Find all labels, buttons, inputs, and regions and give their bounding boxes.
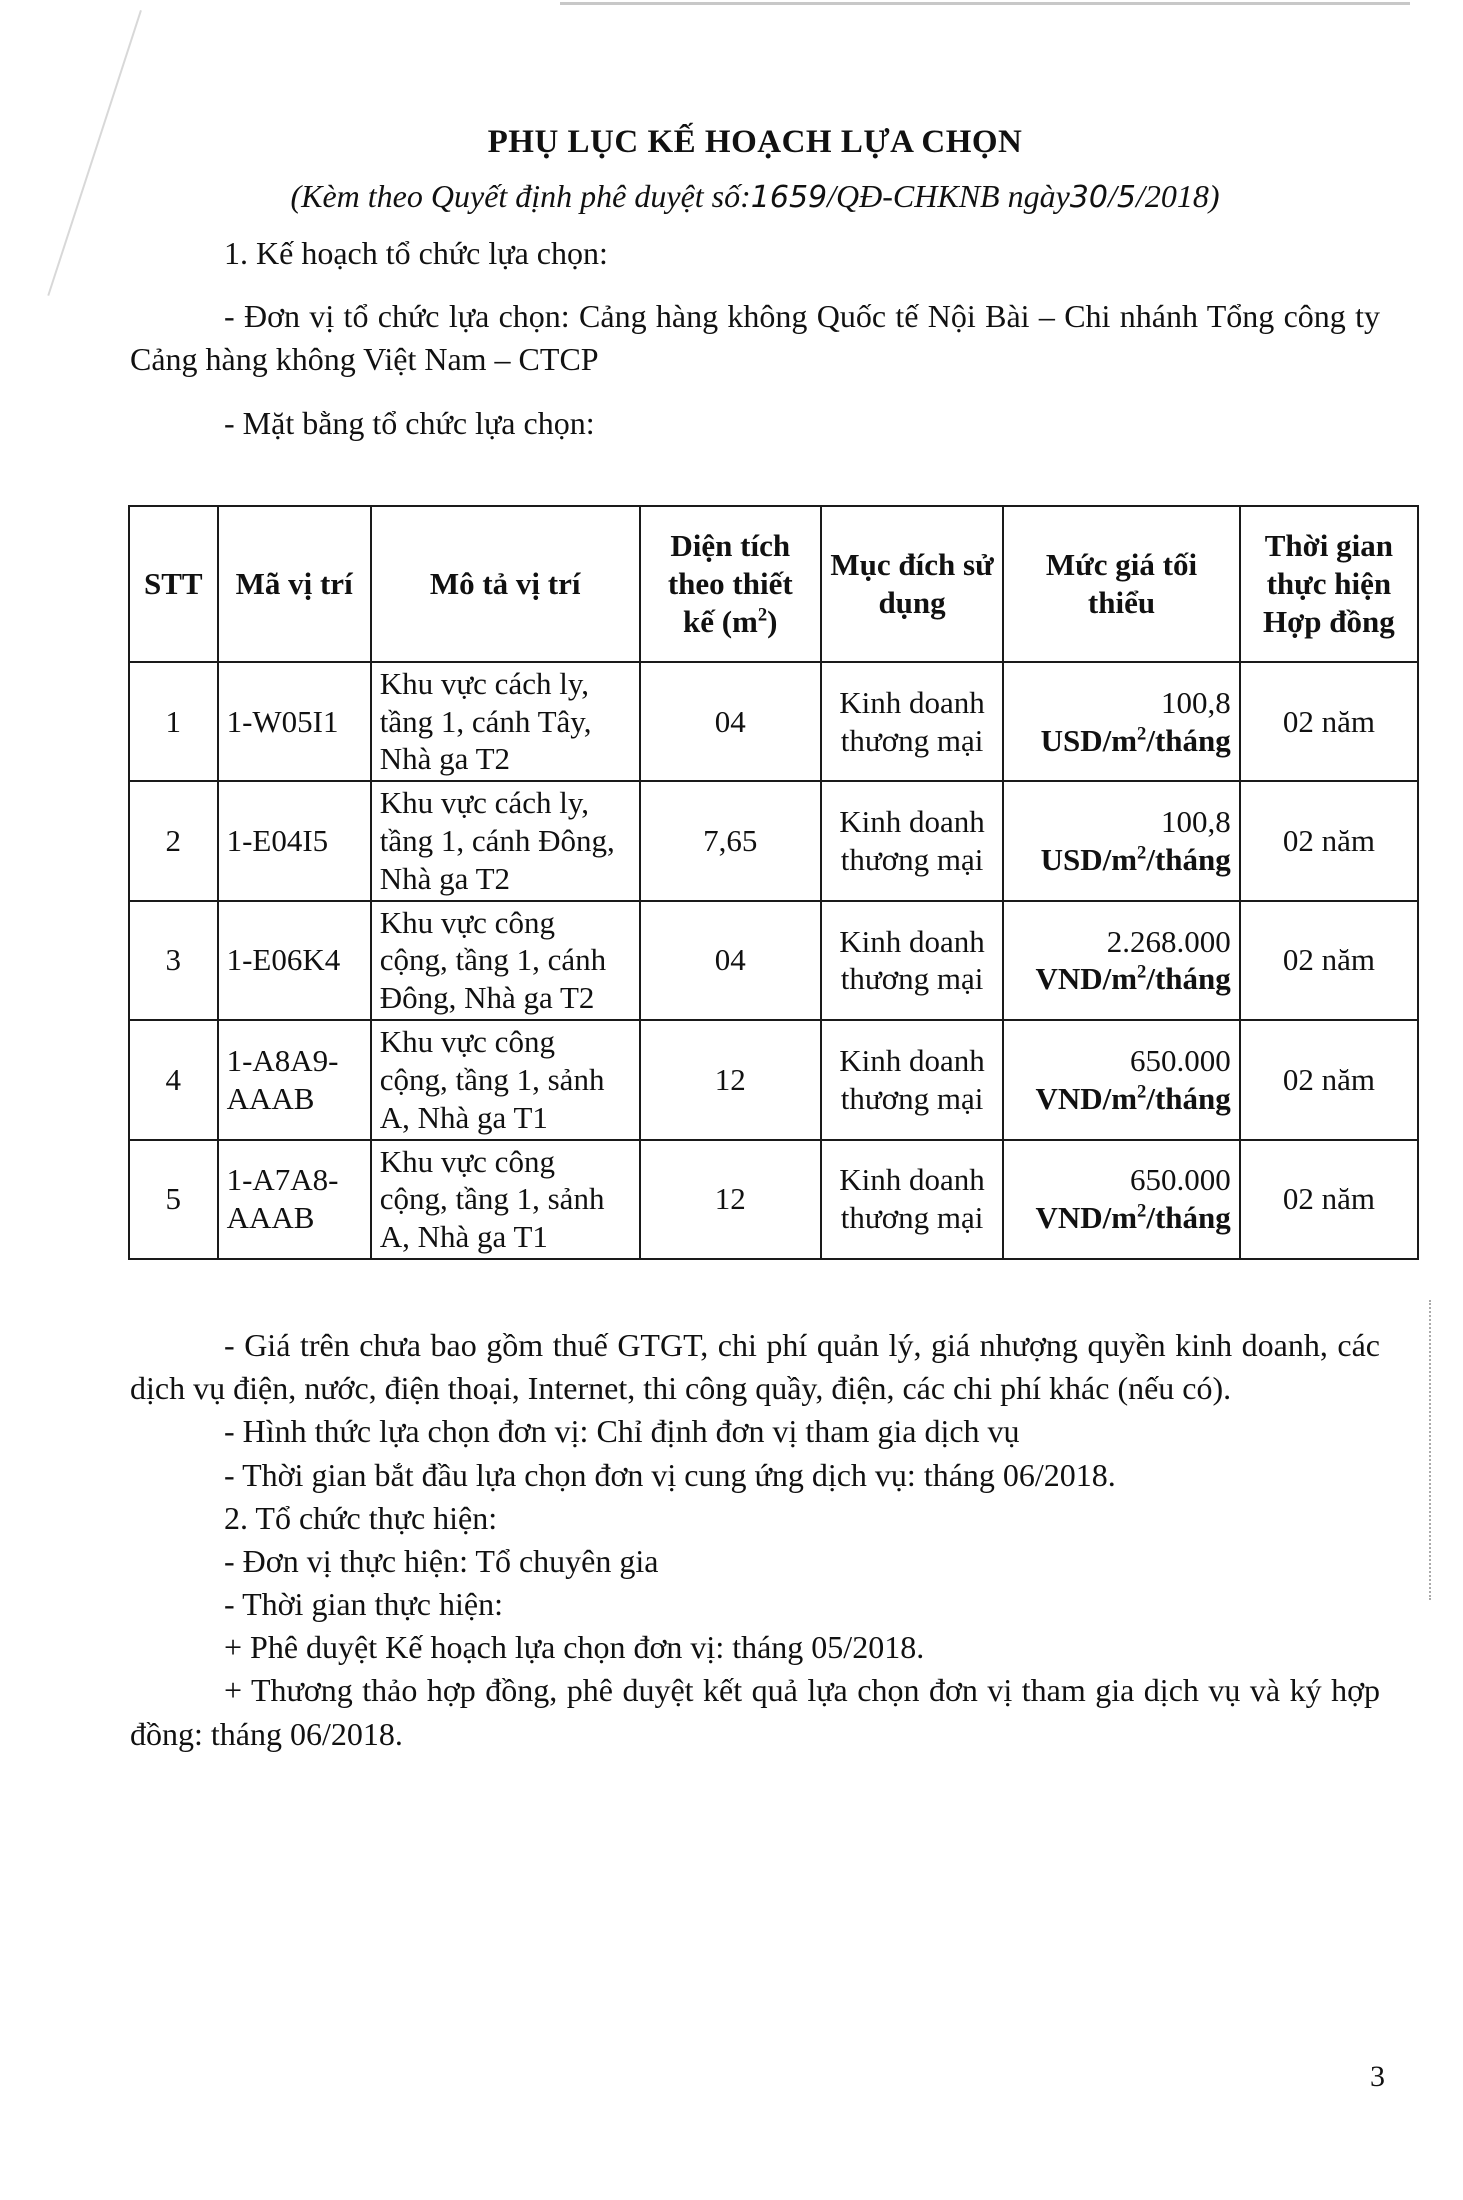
execution-time: - Thời gian thực hiện: <box>224 1586 503 1623</box>
table-row <box>129 1020 1418 1139</box>
organizing-unit: - Đơn vị tổ chức lựa chọn: Cảng hàng không Quốc tế Nội Bài – Chi nhánh Tổng công ty Cảng hàng không Việt Nam – CTCP <box>130 298 1380 378</box>
site-label: - Mặt bằng tổ chức lựa chọn: <box>224 404 595 441</box>
cell-stt: 3 <box>129 901 218 1020</box>
cell-purpose: Kinh doanh thương mại <box>821 781 1003 900</box>
cell-description: Khu vực cách ly, tầng 1, cánh Tây, Nhà ga T2 <box>371 662 640 781</box>
header-min-price: Mức giá tối thiểu <box>1003 506 1240 662</box>
cell-purpose: Kinh doanh thương mại <box>821 1140 1003 1259</box>
cell-area: 04 <box>640 901 821 1020</box>
price-unit: USD/$m^2$/tháng <box>1040 841 1231 877</box>
document-content <box>130 120 1395 1756</box>
subtitle-separator: / <box>1107 177 1117 214</box>
header-duration: Thời gian thực hiện Hợp đồng <box>1240 506 1418 662</box>
price-value: 650.000 <box>1130 1043 1231 1079</box>
price-value: 650.000 <box>1130 1162 1231 1198</box>
cell-area: 7,65 <box>640 781 821 900</box>
cell-min-price <box>1003 1020 1240 1139</box>
page-title: PHỤ LỤC KẾ HOẠCH LỰA CHỌN <box>487 124 1023 160</box>
table-header-row <box>129 506 1418 662</box>
subtitle-year: /2018) <box>1135 177 1220 214</box>
negotiation-step: + Thương thảo hợp đồng, phê duyệt kết quả lựa chọn đơn vị tham gia dịch vụ và ký hợp đồng: tháng 06/2018. <box>130 1672 1380 1752</box>
decision-reference <box>130 175 1380 219</box>
cell-area: 12 <box>640 1020 821 1139</box>
scan-artifact <box>47 10 142 296</box>
header-area: Diện tích theo thiết kế $(m^2)$ <box>640 506 821 662</box>
site-table <box>128 505 1419 1260</box>
scan-edge-artifact <box>1429 1300 1451 1600</box>
selection-method: - Hình thức lựa chọn đơn vị: Chỉ định đơn vị tham gia dịch vụ <box>224 1413 1020 1450</box>
executing-unit: - Đơn vị thực hiện: Tổ chuyên gia <box>224 1542 659 1579</box>
cell-stt: 2 <box>129 781 218 900</box>
cell-duration: 02 năm <box>1240 1140 1418 1259</box>
cell-duration: 02 năm <box>1240 1020 1418 1139</box>
cell-duration: 02 năm <box>1240 901 1418 1020</box>
table-row <box>129 781 1418 900</box>
price-value: 100,8 <box>1161 684 1231 720</box>
page-number: 3 <box>1370 2060 1385 2093</box>
price-value: 2.268.000 <box>1106 923 1231 959</box>
cell-code: 1-A8A9-AAAB <box>218 1020 371 1139</box>
cell-code: 1-E04I5 <box>218 781 371 900</box>
cell-area: 04 <box>640 662 821 781</box>
cell-stt: 4 <box>129 1020 218 1139</box>
cell-stt: 5 <box>129 1140 218 1259</box>
cell-purpose: Kinh doanh thương mại <box>821 901 1003 1020</box>
cell-description: Khu vực cách ly, tầng 1, cánh Đông, Nhà ga T2 <box>371 781 640 900</box>
header-description: Mô tả vị trí <box>371 506 640 662</box>
cell-min-price <box>1003 1140 1240 1259</box>
price-unit: VND/$m^2$/tháng <box>1035 1200 1231 1236</box>
header-stt: STT <box>129 506 218 662</box>
price-value: 100,8 <box>1161 804 1231 840</box>
cell-code: 1-A7A8-AAAB <box>218 1140 371 1259</box>
cell-purpose: Kinh doanh thương mại <box>821 1020 1003 1139</box>
handwritten-month: 5 <box>1116 179 1136 215</box>
price-unit: USD/$m^2$/tháng <box>1040 722 1231 758</box>
header-purpose: Mục đích sử dụng <box>821 506 1003 662</box>
table-row <box>129 1140 1418 1259</box>
cell-code: 1-E06K4 <box>218 901 371 1020</box>
cell-description: Khu vực công cộng, tầng 1, sảnh A, Nhà ga T1 <box>371 1140 640 1259</box>
price-unit: VND/$m^2$/tháng <box>1035 961 1231 997</box>
cell-code: 1-W05I1 <box>218 662 371 781</box>
price-unit: VND/$m^2$/tháng <box>1035 1080 1231 1116</box>
table-row <box>129 662 1418 781</box>
handwritten-decision-number: 1659 <box>750 179 828 215</box>
cell-stt: 1 <box>129 662 218 781</box>
price-note: - Giá trên chưa bao gồm thuế GTGT, chi phí quản lý, giá nhượng quyền kinh doanh, các dịch vụ điện, nước, điện thoại, Internet, thi công quầy, điện, các chi phí khác (nếu có). <box>130 1326 1380 1407</box>
subtitle-prefix: (Kèm theo Quyết định phê duyệt số: <box>290 177 751 214</box>
cell-duration: 02 năm <box>1240 781 1418 900</box>
section2-heading: 2. Tổ chức thực hiện: <box>224 1499 498 1536</box>
cell-min-price <box>1003 781 1240 900</box>
cell-description: Khu vực công cộng, tầng 1, cánh Đông, Nhà ga T2 <box>371 901 640 1020</box>
cell-min-price <box>1003 662 1240 781</box>
cell-description: Khu vực công cộng, tầng 1, sảnh A, Nhà ga T1 <box>371 1020 640 1139</box>
subtitle-code: /QĐ-CHKNB ngày <box>827 177 1070 214</box>
header-code: Mã vị trí <box>218 506 371 662</box>
notes-section <box>130 1324 1380 1756</box>
cell-area: 12 <box>640 1140 821 1259</box>
selection-start: - Thời gian bắt đầu lựa chọn đơn vị cung ứng dịch vụ: tháng 06/2018. <box>224 1456 1116 1493</box>
cell-duration: 02 năm <box>1240 662 1418 781</box>
handwritten-day: 30 <box>1069 179 1108 215</box>
table-row <box>129 901 1418 1020</box>
cell-min-price <box>1003 901 1240 1020</box>
cell-purpose: Kinh doanh thương mại <box>821 662 1003 781</box>
section1-heading: 1. Kế hoạch tổ chức lựa chọn: <box>224 235 608 272</box>
scan-artifact <box>560 2 1410 5</box>
approval-step: + Phê duyệt Kế hoạch lựa chọn đơn vị: tháng 05/2018. <box>224 1629 925 1666</box>
